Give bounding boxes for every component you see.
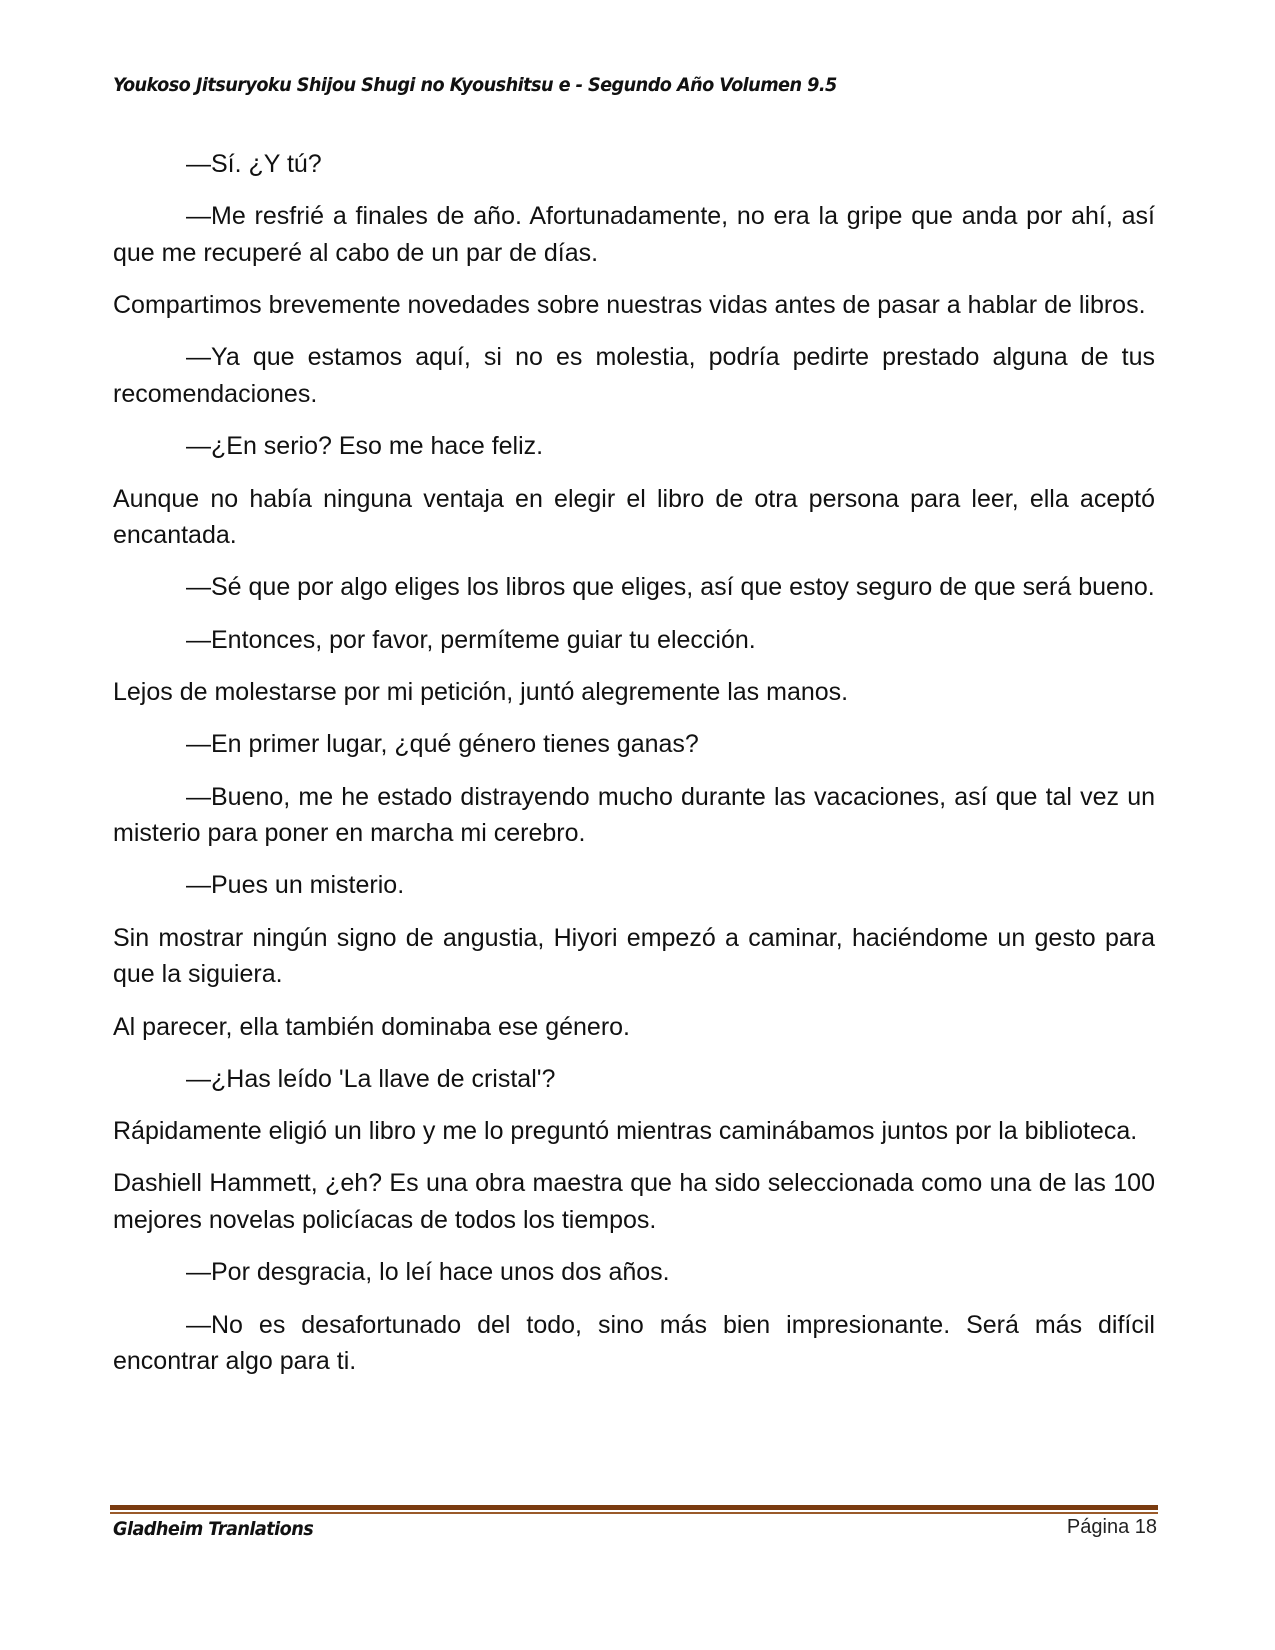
dialogue-paragraph: —¿Has leído 'La llave de cristal'?: [186, 1064, 556, 1093]
dialogue-paragraph: —Ya que estamos aquí, si no es molestia, podría pedirte prestado alguna de tus recomendaciones.: [113, 343, 1155, 409]
dialogue-paragraph: —Por desgracia, lo leí hace unos dos años.: [186, 1258, 670, 1287]
narration-paragraph: Aunque no había ninguna ventaja en elegir el libro de otra persona para leer, ella aceptó encantada.: [113, 484, 1155, 550]
narration-paragraph: Sin mostrar ningún signo de angustia, Hiyori empezó a caminar, haciéndome un gesto para que la siguiera.: [113, 923, 1155, 989]
narration-paragraph: Rápidamente eligió un libro y me lo preguntó mientras caminábamos juntos por la biblioteca.: [113, 1117, 1138, 1146]
page-number: Página 18: [1066, 1516, 1157, 1538]
narration-paragraph: Lejos de molestarse por mi petición, juntó alegremente las manos.: [113, 678, 849, 707]
page-body: [113, 146, 1155, 1396]
dialogue-paragraph: —Sí. ¿Y tú?: [186, 150, 322, 178]
footer-rule-thick: [110, 1505, 1158, 1510]
dialogue-paragraph: —En primer lugar, ¿qué género tienes ganas?: [186, 730, 699, 759]
dialogue-paragraph: —Pues un misterio.: [186, 871, 405, 900]
narration-paragraph: Dashiell Hammett, ¿eh? Es una obra maestra que ha sido seleccionada como una de las 100 mejores novelas policíacas de todos los tiempos.: [113, 1169, 1155, 1235]
dialogue-paragraph: —Me resfrié a finales de año. Afortunadamente, no era la gripe que anda por ahí, así que me recuperé al cabo de un par de días.: [113, 202, 1155, 267]
narration-paragraph: Compartimos brevemente novedades sobre nuestras vidas antes de pasar a hablar de libros.: [113, 291, 1146, 320]
dialogue-paragraph: —Sé que por algo eliges los libros que eliges, así que estoy seguro de que será bueno.: [186, 573, 1155, 602]
footer-rule-thin: [110, 1512, 1158, 1514]
dialogue-paragraph: —Bueno, me he estado distrayendo mucho durante las vacaciones, así que tal vez un misterio para poner en marcha mi cerebro.: [113, 782, 1155, 848]
footer-publisher: Gladheim Tranlations: [113, 1518, 314, 1540]
dialogue-paragraph: —No es desafortunado del todo, sino más bien impresionante. Será más difícil encontrar algo para ti.: [113, 1310, 1155, 1376]
footer-rule: [110, 1505, 1158, 1514]
dialogue-paragraph: —Entonces, por favor, permíteme guiar tu elección.: [186, 625, 756, 654]
running-header: Youkoso Jitsuryoku Shijou Shugi no Kyoushitsu e - Segundo Año Volumen 9.5: [113, 74, 837, 96]
narration-paragraph: Al parecer, ella también dominaba ese género.: [113, 1012, 630, 1041]
dialogue-paragraph: —¿En serio? Eso me hace feliz.: [186, 432, 544, 461]
